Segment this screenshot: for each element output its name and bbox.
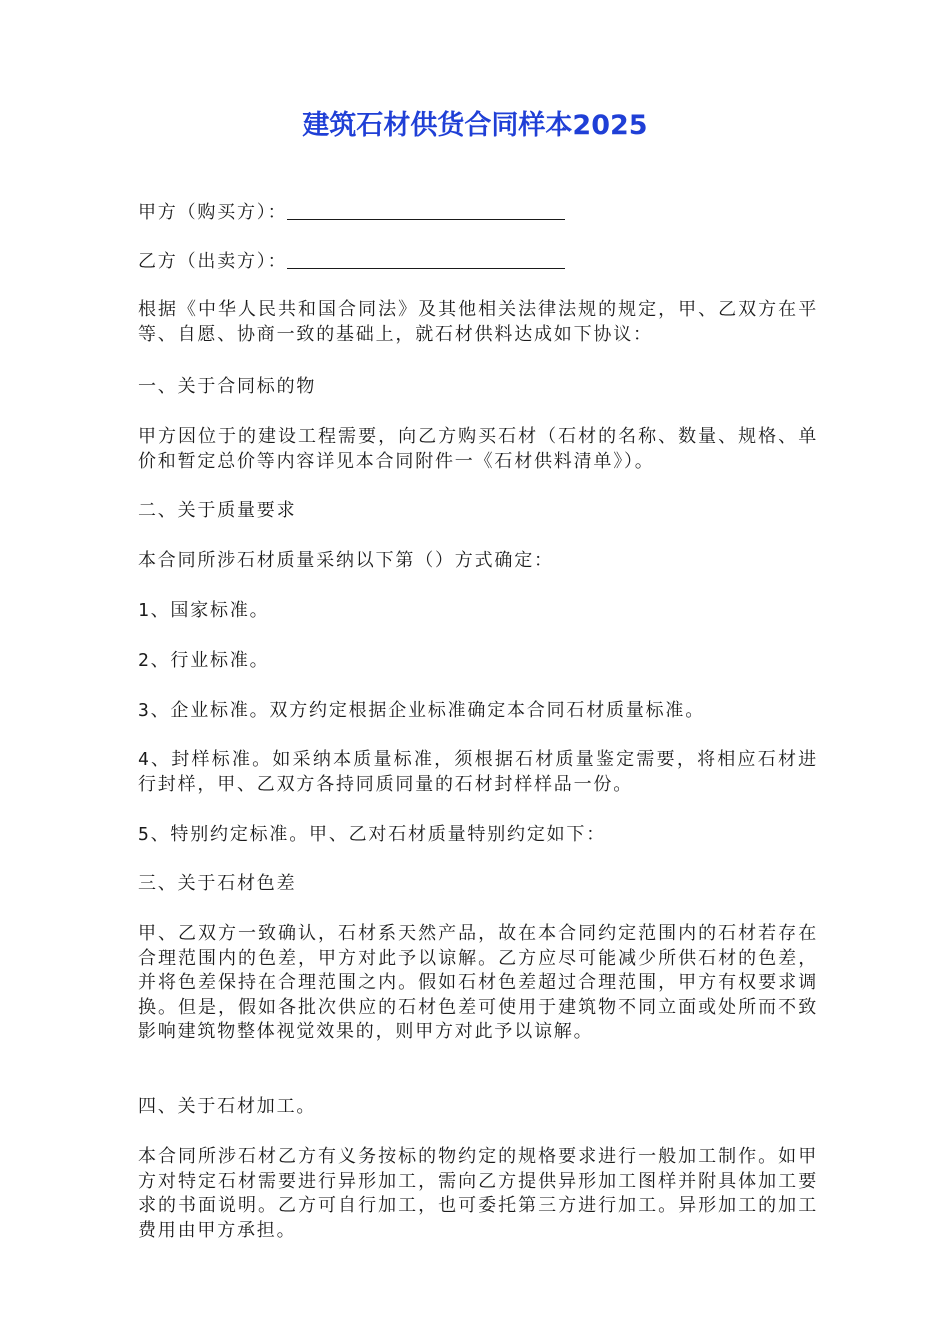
party-b-blank [287,250,565,269]
intro-paragraph: 根据《中华人民共和国合同法》及其他相关法律法规的规定，甲、乙双方在平等、自愿、协商一致的基础上，就石材供料达成如下协议： [138,299,818,345]
section3-body: 甲、乙双方一致确认，石材系天然产品，故在本合同约定范围内的石材若存在合理范围内的色差，甲方对此予以谅解。乙方应尽可能减少所供石材的色差，并将色差保持在合理范围之内。假如石材色差超过合理范围，甲方有权要求调换。但是，假如各批次供应的石材色差可使用于建筑物不同立面或处所而不致影响建筑物整体视觉效果的，则甲方对此予以谅解。 [138,923,818,1042]
party-a-blank [287,201,565,220]
section1-heading: 一、关于合同标的物 [138,376,317,397]
section2-item-3: 3、企业标准。双方约定根据企业标准确定本合同石材质量标准。 [138,700,706,721]
party-a-line [138,201,818,226]
section2-item-2: 2、行业标准。 [138,650,270,671]
section4-heading: 四、关于石材加工。 [138,1096,317,1117]
party-a-label: 甲方（购买方）： [138,202,288,223]
section4-body: 本合同所涉石材乙方有义务按标的物约定的规格要求进行一般加工制作。如甲方对特定石材需要进行异形加工，需向乙方提供异形加工图样并附具体加工要求的书面说明。乙方可自行加工，也可委托第三方进行加工。异形加工的加工费用由甲方承担。 [138,1146,818,1241]
party-b-line [138,250,818,275]
section2-item-1: 1、国家标准。 [138,600,270,621]
section2-item-5: 5、特别约定标准。甲、乙对石材质量特别约定如下： [138,824,607,845]
section2-heading: 二、关于质量要求 [138,500,297,521]
section2-intro: 本合同所涉石材质量采纳以下第（）方式确定： [138,550,554,571]
section2-item-4: 4、封样标准。如采纳本质量标准，须根据石材质量鉴定需要，将相应石材进行封样，甲、乙双方各持同质同量的石材封样样品一份。 [138,749,818,795]
section1-body: 甲方因位于的建设工程需要，向乙方购买石材（石材的名称、数量、规格、单价和暂定总价等内容详见本合同附件一《石材供料清单》）。 [138,426,818,472]
document-title: 建筑石材供货合同样本2025 [302,110,648,141]
section3-heading: 三、关于石材色差 [138,873,297,894]
party-b-label: 乙方（出卖方）： [138,251,288,272]
